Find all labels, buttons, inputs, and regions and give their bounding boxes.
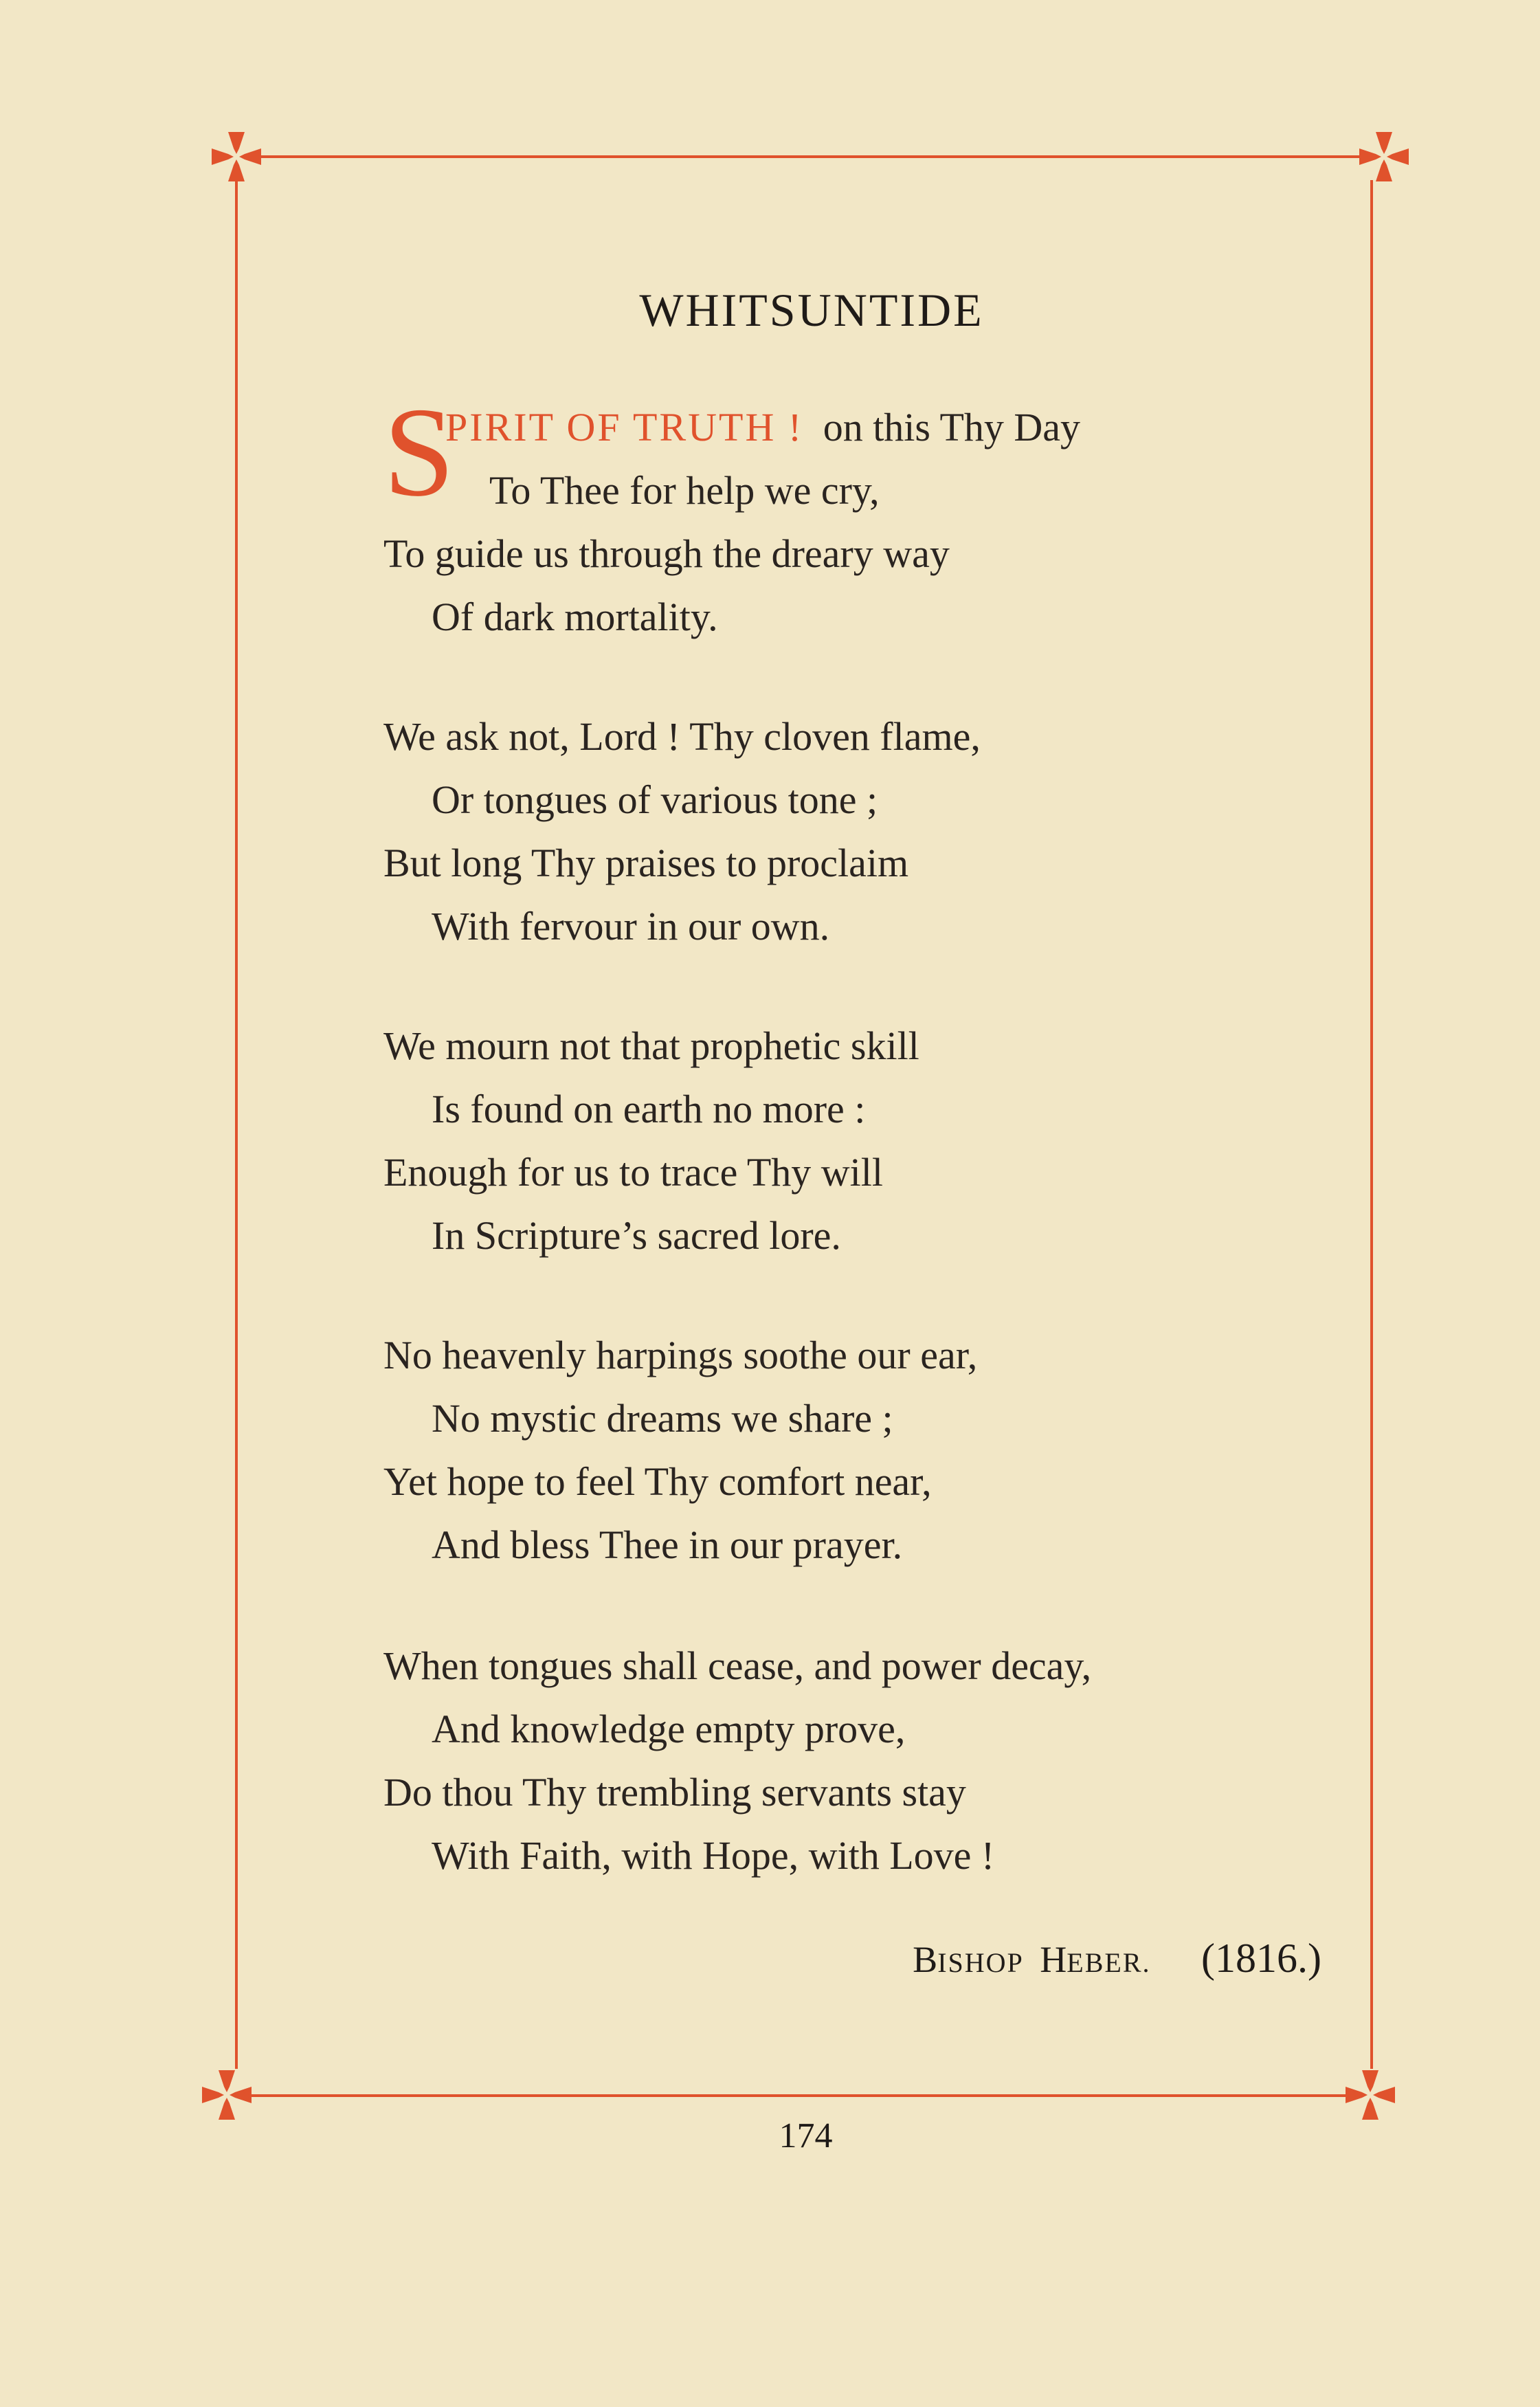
attribution: BISHOP HEBER. (1816.) [913, 1935, 1321, 1981]
page-number: 174 [779, 2116, 833, 2155]
drop-cap: S [383, 381, 455, 523]
poem-line: Enough for us to trace Thy will [383, 1150, 884, 1195]
poem-line: With fervour in our own. [432, 904, 830, 949]
first-line-rest: on this Thy Day [823, 405, 1080, 450]
poem-line: Yet hope to feel Thy comfort near, [383, 1459, 932, 1504]
poem-line: Of dark mortality. [432, 595, 718, 639]
poem-line: To Thee for help we cry, [489, 468, 880, 513]
cross-ornament-icon [1343, 2067, 1398, 2122]
poem-line: In Scripture’s sacred lore. [432, 1213, 841, 1258]
poem-line: And bless Thee in our prayer. [432, 1522, 903, 1567]
poem-line: No heavenly harpings soothe our ear, [383, 1333, 978, 1377]
poem-line: No mystic dreams we share ; [432, 1396, 893, 1441]
left-border-rule [235, 180, 238, 2069]
poem-line: With Faith, with Hope, with Love ! [432, 1833, 995, 1878]
poem-line: We ask not, Lord ! Thy cloven flame, [383, 714, 981, 759]
cross-ornament-icon [1357, 129, 1411, 184]
poem-line: But long Thy praises to proclaim [383, 841, 909, 885]
poem-line: We mourn not that prophetic skill [383, 1023, 919, 1068]
top-border-rule [256, 155, 1368, 158]
poem-line: Do thou Thy trembling servants stay [383, 1770, 966, 1815]
poem-line: Is found on earth no more : [432, 1087, 866, 1131]
attribution-year: (1816.) [1201, 1935, 1321, 1981]
first-line-red-caps: PIRIT OF TRUTH ! [445, 405, 804, 450]
cross-ornament-icon [199, 2067, 254, 2122]
poem-line: And knowledge empty prove, [432, 1707, 906, 1751]
bottom-border-rule [246, 2094, 1351, 2097]
poem-line: To guide us through the dreary way [383, 531, 950, 576]
poem-title: WHITSUNTIDE [639, 284, 984, 336]
poem-line: When tongues shall cease, and power decay, [383, 1643, 1092, 1688]
poem-line [445, 404, 1080, 450]
cross-ornament-icon [209, 129, 264, 184]
poem-line: Or tongues of various tone ; [432, 777, 878, 822]
right-border-rule [1370, 180, 1373, 2069]
